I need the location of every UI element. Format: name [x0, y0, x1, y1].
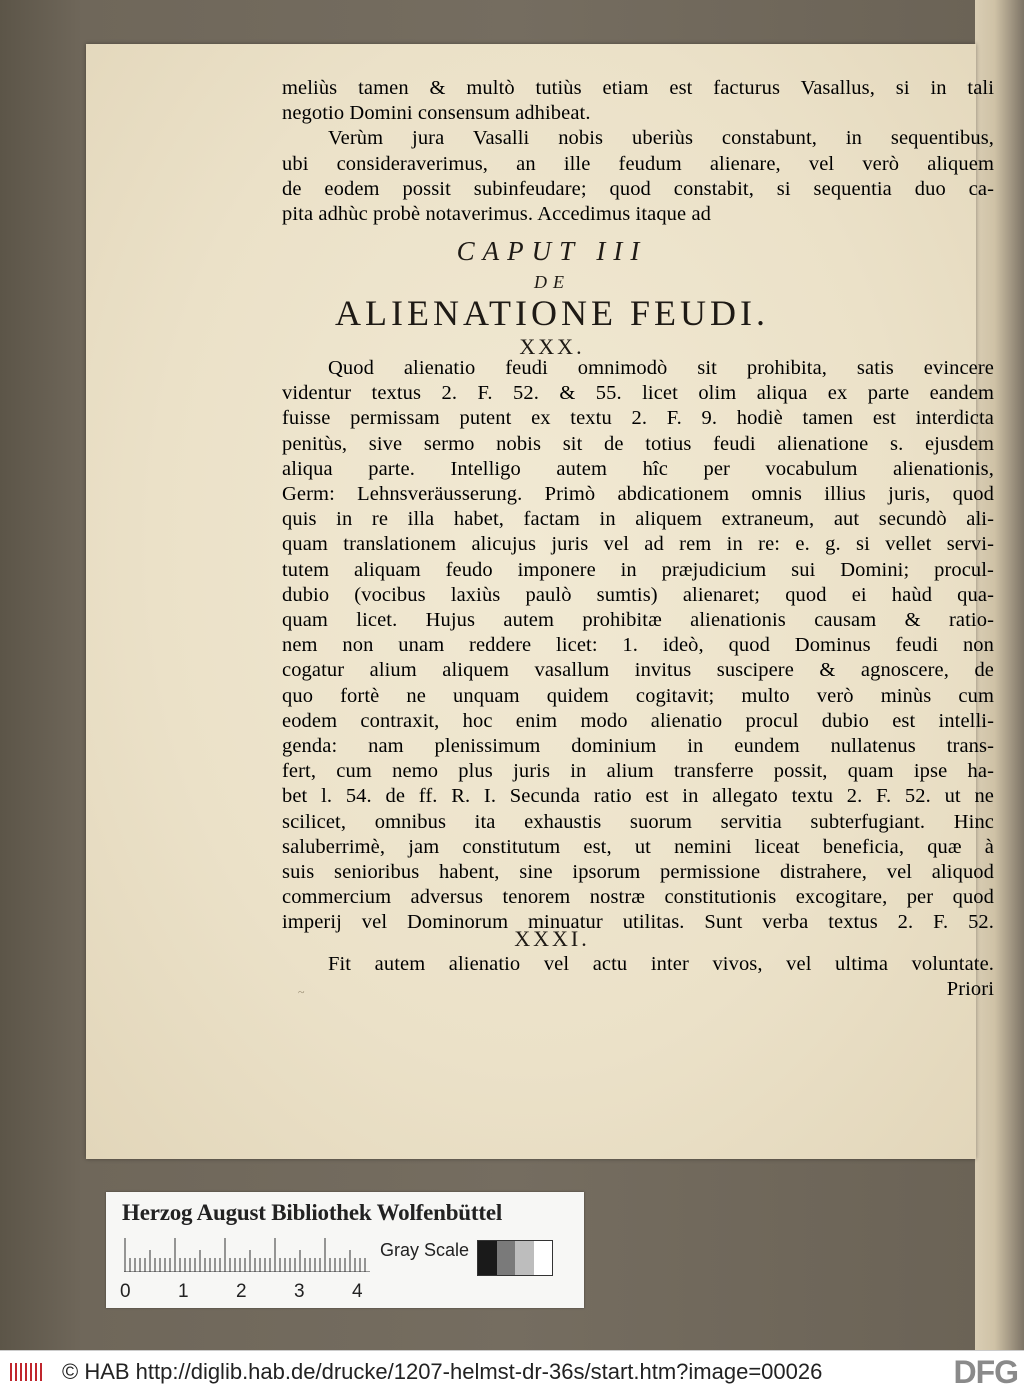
- gray-scale-patch: [497, 1241, 516, 1275]
- footer-bar: [0, 1350, 1024, 1393]
- catchword: Priori: [946, 978, 994, 1000]
- text-line: fuisse permissam putent ex textu 2. F. 9. hodiè tamen est interdicta: [282, 407, 994, 430]
- text-line: de eodem possit subinfeudare; quod constabit, si sequentia duo ca-: [282, 177, 994, 200]
- text-line: quis in re illa habet, factam in aliquem extraneum, aut secundò ali-: [282, 508, 994, 531]
- section-number-xxx: XXX.: [519, 334, 585, 359]
- chapter-heading: CAPUT III: [456, 236, 648, 266]
- gray-scale-swatch: [477, 1240, 553, 1276]
- footer-credit-link[interactable]: © HAB http://diglib.hab.de/drucke/1207-helmst-dr-36s/start.htm?image=00026: [62, 1359, 823, 1384]
- text-line: nem non unam reddere licet: 1. ideò, quod Dominus feudi non: [282, 634, 994, 657]
- text-line: negotio Domini consensum adhibeat.: [282, 102, 591, 125]
- text-line: dubio (vocibus laxiùs paulò sumtis) alienaret; quod ei haùd qua-: [282, 583, 994, 606]
- text-line: Verùm jura Vasalli nobis uberiùs constabunt, in sequentibus,: [328, 127, 994, 150]
- text-line: ubi consideraverimus, an ille feudum alienare, vel verò aliquem: [282, 152, 994, 175]
- text-line: suis senioribus habent, sine ipsorum permissione distrahere, vel aliquod: [282, 861, 994, 883]
- ruler-number: 2: [236, 1281, 247, 1302]
- text-line: fert, cum nemo plus juris in alium transferre possit, quam ipse ha-: [282, 760, 994, 783]
- text-line: aliqua parte. Intelligo autem hîc per vocabulum alienationis,: [282, 457, 994, 480]
- ruler-number: 0: [120, 1281, 131, 1302]
- library-label-card: [106, 1192, 584, 1308]
- text-line: penitùs, sive sermo nobis sit de totius feudi alienatione s. ejusdem: [282, 432, 994, 455]
- chapter-title: ALIENATIONE FEUDI.: [335, 293, 769, 333]
- ruler-number: 3: [294, 1281, 305, 1302]
- text-line: Fit autem alienatio vel actu inter vivos, vel ultima voluntate.: [328, 953, 994, 975]
- text-line: cogatur alium aliquem vasallum invitus suscipere & agnoscere, de: [282, 659, 994, 682]
- text-line: saluberrimè, jam constitutum est, ut nemini liceat beneficia, quæ à: [282, 835, 994, 858]
- chapter-de: DE: [534, 272, 570, 292]
- text-line: videntur textus 2. F. 52. & 55. licet olim aliqua ex parte eandem: [282, 382, 994, 405]
- text-line: tutem aliquam feudo imponere in præjudicium sui Domini; procul-: [282, 558, 994, 581]
- text-line: eodem contraxit, hoc enim modo alienatio procul dubio est intelli-: [282, 709, 994, 732]
- section-number-xxxi: XXXI.: [514, 926, 590, 951]
- text-line: genda: nam plenissimum dominium in eundem nullatenus trans-: [282, 735, 994, 757]
- text-line: meliùs tamen & multò tutiùs etiam est facturus Vasallus, si in tali: [282, 77, 994, 99]
- text-line: bet l. 54. de ff. R. I. Secunda ratio est in allegato textu 2. F. 52. ut ne: [282, 785, 994, 808]
- library-name: Herzog August Bibliothek Wolfenbüttel: [122, 1200, 503, 1225]
- text-line: scilicet, omnibus ita exhaustis suorum servitia subterfugiant. Hinc: [282, 810, 994, 833]
- gray-scale-patch: [478, 1241, 497, 1275]
- text-line: commercium adversus tenorem nostræ constitutionis excogitare, per quod: [282, 886, 994, 909]
- text-line: imperij vel Dominorum minuatur utilitas. Sunt verba textus 2. F. 52.: [282, 911, 994, 934]
- page-mark-icon: ~: [298, 985, 305, 999]
- text-line: quo fortè ne unquam quidem cogitavit; multo verò minùs cum: [282, 684, 994, 707]
- dfg-logo: DFG: [953, 1354, 1018, 1390]
- text-line: quam translationem alicujus juris vel ad rem in re: e. g. si vellet servi-: [282, 533, 994, 556]
- text-line: Quod alienatio feudi omnimodò sit prohibita, satis evincere: [328, 357, 994, 379]
- ruler-number: 4: [352, 1281, 363, 1302]
- hab-logo-icon: [8, 1359, 46, 1385]
- ruler-scale: [124, 1238, 370, 1272]
- text-line: quam licet. Hujus autem prohibitæ alienationis causam & ratio-: [282, 609, 994, 631]
- text-line: pita adhùc probè notaverimus. Accedimus itaque ad: [282, 203, 712, 225]
- gray-scale-patch: [534, 1241, 553, 1275]
- gray-scale-patch: [515, 1241, 534, 1275]
- ruler-numbers: [118, 1281, 378, 1303]
- gray-scale-label: Gray Scale: [380, 1240, 470, 1260]
- ruler-number: 1: [178, 1281, 189, 1302]
- text-line: Germ: Lehnsveräusserung. Primò abdicationem omnis illius juris, quod: [282, 483, 994, 505]
